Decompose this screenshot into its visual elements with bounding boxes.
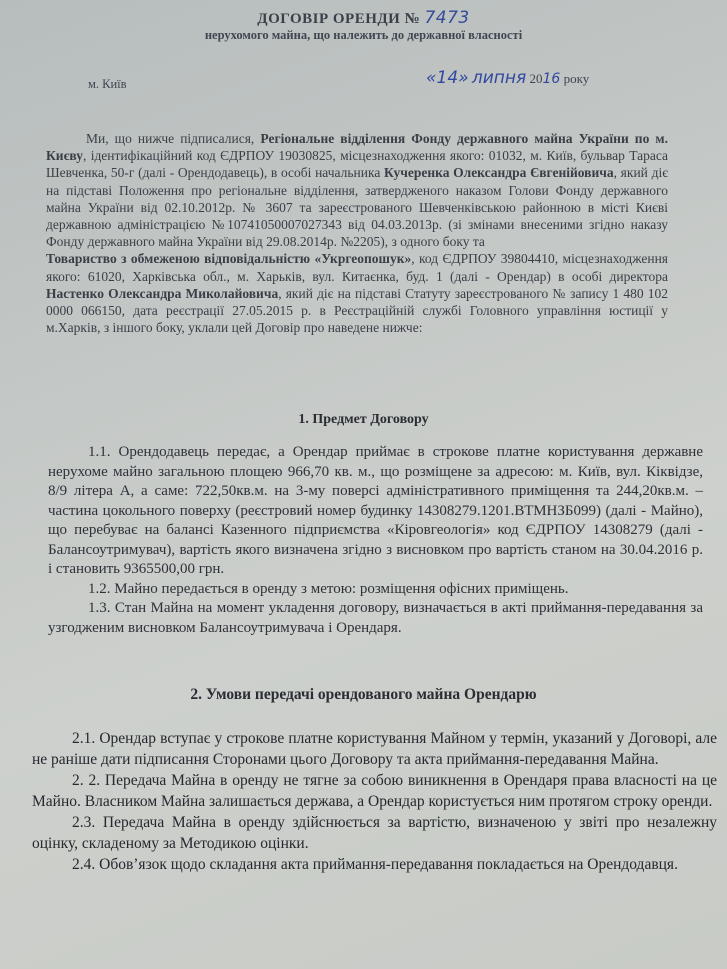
clause-2-1: 2.1. Орендар вступає у строкове платне користування Майном у термін, указаний у Договорі, але не раніше дати підписання Сторонами цього Договору та акта приймання-передавання Майна. — [32, 730, 717, 768]
clause-2-3: 2.3. Передача Майна в оренду здійснюється за вартістю, визначеною у звіті про незалежну оцінку, складеному за Методикою оцінки. — [32, 814, 717, 852]
clause-2-4: 2.4. Обов’язок щодо складання акта приймання-передавання покладається на Орендодавця. — [72, 856, 678, 873]
clause-2-2: 2. 2. Передача Майна в оренду не тягне за собою виникнення в Орендаря права власності на це Майно. Власником Майна залишається держава, а Орендар користується ним протягом строку оренди. — [32, 772, 717, 810]
section-2-body — [32, 728, 717, 875]
contract-number: 7473 — [424, 8, 470, 28]
document-subtitle: нерухомого майна, що належить до державної власності — [204, 28, 523, 42]
intro-text-3: , який діє на підставі Положення про регіональне відділення, затвердженого наказом Голови Фонду державного майна України від 02.10.2012р. № 3607 та зареєстрованого Шевченківською районною в місті Києві державною адміністрацією №10741050007027343 від 04.03.2013р. (зі змінами внесеними згідно наказу Фонду державного майна України від 29.08.2014р. №2205), з одного боку та — [46, 165, 668, 250]
intro-text-4: , код ЄДРПОУ 39804410, місцезнаходження якого: 61020, Харківська обл., м. Харьків, вул. Китаєнка, буд. 1 (далі - Орендар) в особі директора — [46, 251, 669, 284]
document-title — [0, 8, 727, 28]
intro-paragraph-lessee — [46, 250, 668, 336]
lessee-representative: Настенко Олександра Миколайовича — [46, 285, 279, 301]
intro-text-5: , який діє на підставі Статуту зареєстрованого № запису 1 480 102 0000 066150, дата реєстрації 27.05.2015 р. в Реєстраційній службі Головного управління юстиції у м.Харків, з іншого боку, уклали цей Договір про наведене нижче: — [46, 285, 669, 336]
contract-place: м. Київ — [88, 77, 127, 91]
date-year-word: року — [563, 71, 590, 86]
section-2-heading: 2. Умови передачі орендованого майна Орендарю — [190, 686, 537, 703]
lessor-name: Регіональне відділення Фонду державного майна України по м. Києву — [46, 131, 668, 164]
date-day: 14 — [436, 68, 459, 88]
clause-1-3: 1.3. Стан Майна на момент укладення договору, визначається в акті приймання-передавання за узгодженим висновком Балансоутримувача і Орендаря. — [48, 600, 703, 636]
contract-date — [426, 68, 589, 88]
document-title-text: ДОГОВІР ОРЕНДИ № — [257, 11, 421, 27]
date-year-suffix: 16 — [542, 71, 561, 87]
lessor-representative: Кучеренка Олександра Євгенійовича — [384, 165, 614, 181]
intro-paragraph-lessor — [46, 130, 668, 250]
intro-text-1: Ми, що нижче підписалися, — [86, 131, 261, 146]
section-1-body — [48, 443, 703, 638]
date-year-prefix: 20 — [529, 71, 543, 86]
date-open-quote: « — [426, 68, 437, 88]
intro-text-2: , ідентифікаційний код ЄДРПОУ 19030825, місцезнаходження якого: 01032, м. Київ, бульвар Тараса Шевченка, 50-г (далі - Орендодавець), в особі начальника — [46, 148, 668, 181]
section-1-heading: 1. Предмет Договору — [298, 412, 429, 427]
clause-1-2: 1.2. Майно передається в оренду з метою: розміщення офісних приміщень. — [88, 580, 569, 597]
intro-block — [46, 130, 668, 336]
lessee-name: Товариство з обмеженою відповідальністю «Укргеопошук» — [46, 251, 412, 267]
date-close-quote: » — [458, 68, 469, 88]
clause-1-1: 1.1. Орендодавець передає, а Орендар приймає в строкове платне користування державне нерухоме майно загальною площею 966,70 кв. м., що розміщене за адресою: м. Київ, вул. Кіквідзе, 8/9 літера А, а саме: 722,50кв.м. на 3-му поверсі адміністративного приміщення та 244,20кв.м. – частина цокольного поверху (реєстровий номер будинку 14308279.1201.ВТМНЗБ099) (далі - Майно), що перебуває на балансі Казенного підприємства «Кіровгеологія» код ЄДРПОУ 14308279 (далі - Балансоутримувач), вартість якого визначена згідно з висновком про вартість станом на 30.04.2016 р. і становить 9365500,00 грн. — [48, 444, 703, 577]
date-month: липня — [471, 68, 527, 88]
